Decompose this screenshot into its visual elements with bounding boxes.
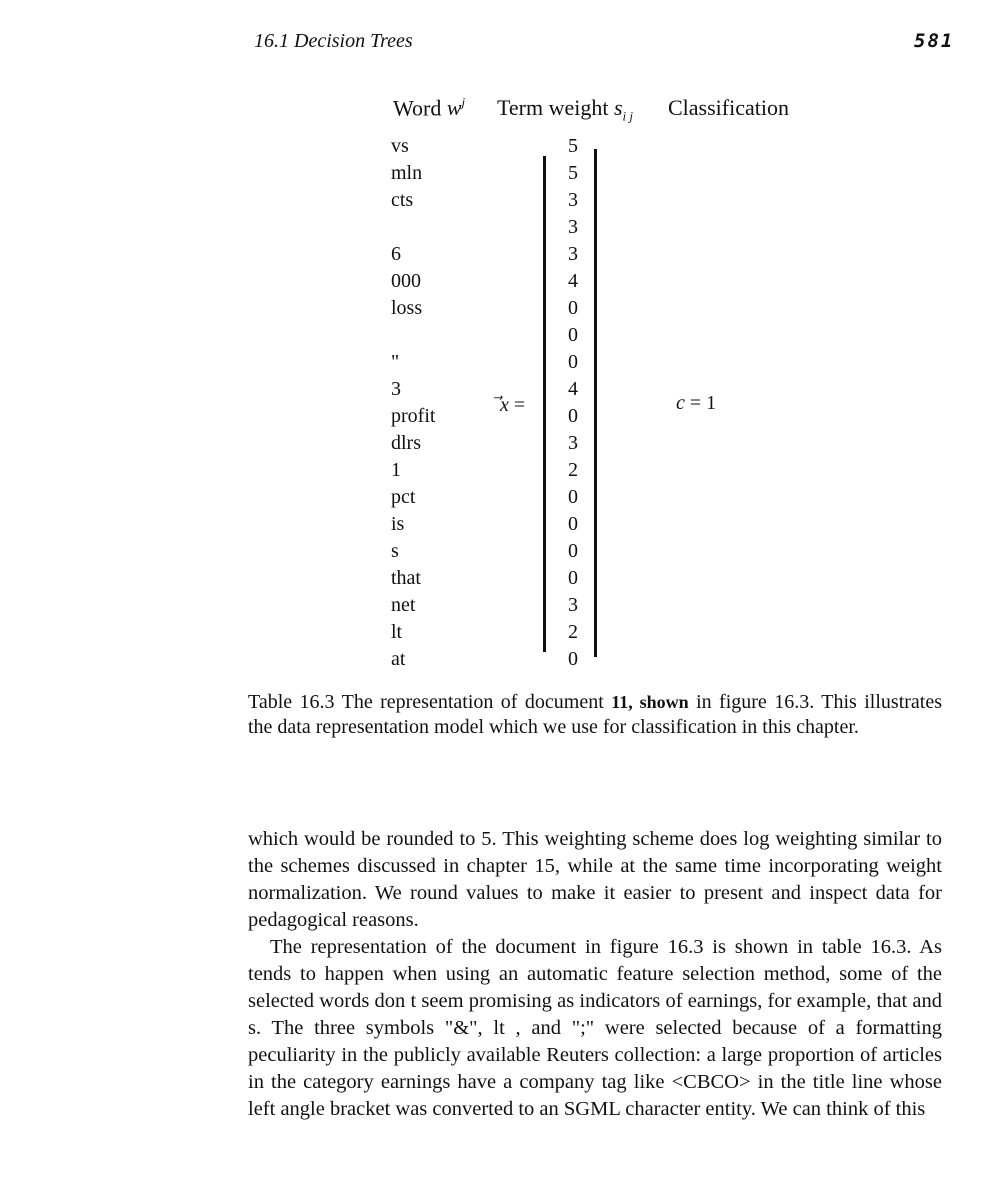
table-word: " (391, 351, 400, 373)
body-text (248, 826, 942, 1123)
table-weight: 2 (568, 621, 578, 643)
table-weight: 0 (568, 567, 578, 589)
table-word: 6 (391, 243, 401, 265)
table-word: cts (391, 189, 414, 211)
table-word: that (391, 567, 421, 589)
table-weight: 5 (568, 162, 578, 184)
vector-equals: = (513, 394, 526, 416)
table-weight: 3 (568, 189, 578, 211)
table-header-weight (497, 95, 633, 124)
table-weight: 0 (568, 351, 578, 373)
table-weight: 3 (568, 243, 578, 265)
table-word: s (391, 540, 399, 562)
table-weight: 2 (568, 459, 578, 481)
header-word-variable: $w^j$ (446, 95, 466, 121)
table-weight: 5 (568, 135, 578, 157)
class-variable: c (676, 392, 685, 414)
table-weight: 3 (568, 594, 578, 616)
classification-value (676, 392, 716, 415)
paragraph-2: The representation of the document in figure 16.3 is shown in table 16.3. As tends to happen when using an automatic feature selection method, some of the selected words don t seem promising as indicators of earnings, for example, that and s. The three symbols "&", lt , and ";" were selected because of a formatting peculiarity in the publicly available Reuters collection: a large proportion of articles in the category earnings have a company tag like <CBCO> in the title line whose left angle bracket was converted to an SGML character entity. We can think of this (248, 936, 942, 1120)
table-word: loss (391, 297, 423, 319)
table-header-classification: Classification (668, 95, 789, 120)
table-weight: 3 (568, 216, 578, 238)
vector-label (500, 392, 525, 417)
table-word: vs (391, 135, 409, 157)
caption-bold: 11, shown (611, 692, 689, 712)
table-weight: 0 (568, 297, 578, 319)
header-word-label: Word (393, 95, 442, 121)
vector-right-bracket (594, 149, 597, 657)
table-word: 000 (391, 270, 421, 292)
table-weight: 0 (568, 486, 578, 508)
table-word: at (391, 648, 406, 670)
running-head: 16.1 Decision Trees (254, 30, 413, 52)
table-header-word (393, 95, 465, 121)
caption-rest: in figure 16.3. This illustrates the data representation model which we use for classification in this chapter. (248, 691, 942, 738)
class-equals: = 1 (689, 392, 717, 414)
table-word: 1 (391, 459, 401, 481)
table-word (391, 214, 435, 241)
weight-column (565, 133, 581, 673)
table-weight: 0 (568, 513, 578, 535)
caption-lead: Table 16.3 The representation of document (248, 691, 604, 713)
table-weight: 0 (568, 648, 578, 670)
table-word: dlrs (391, 432, 421, 454)
word-column (391, 133, 435, 673)
table-word: lt (391, 621, 403, 643)
table-caption (248, 690, 942, 740)
page-number: 581 (914, 30, 955, 52)
table-word: pct (391, 486, 416, 508)
table-word (391, 322, 435, 349)
header-weight-variable: $s_{i j}$ (613, 95, 634, 124)
table-weight: 4 (568, 378, 578, 400)
table-word: mln (391, 162, 423, 184)
header-weight-label: Term weight (497, 95, 609, 120)
table-weight: 3 (568, 432, 578, 454)
table-weight: 0 (568, 324, 578, 346)
table-word: net (391, 594, 416, 616)
table-weight: 0 (568, 405, 578, 427)
table-word: profit (391, 405, 436, 427)
table-weight: 4 (568, 270, 578, 292)
table-weight: 0 (568, 540, 578, 562)
paragraph-1: which would be rounded to 5. This weighting scheme does log weighting similar to the schemes discussed in chapter 15, while at the same time incorporating weight normalization. We round values to make it easier to present and inspect data for pedagogical reasons. (248, 828, 942, 931)
table-word: is (391, 513, 405, 535)
vector-left-bracket (543, 156, 546, 652)
table-word: 3 (391, 378, 401, 400)
vector-symbol: x (500, 394, 509, 416)
